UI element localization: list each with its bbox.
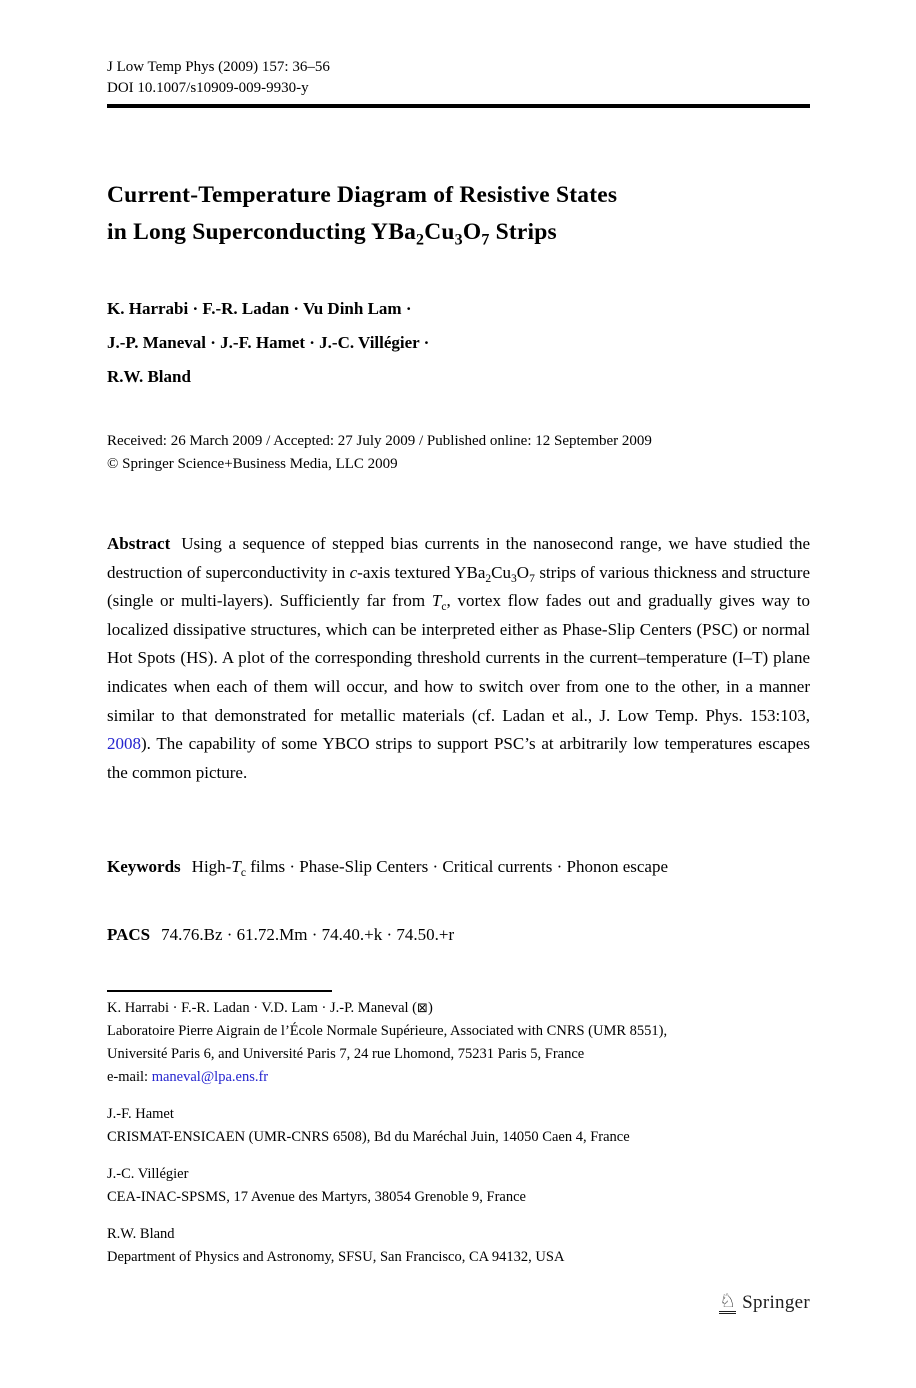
publication-history (107, 430, 810, 476)
title-line-1: Current-Temperature Diagram of Resistive States (107, 182, 618, 208)
text-segment: R.W. Bland (107, 1226, 175, 1242)
authors-line-1: K. Harrabi · F.-R. Ladan · Vu Dinh Lam · (107, 299, 412, 318)
footnote-block (107, 1103, 810, 1149)
text-segment: T (231, 857, 241, 876)
text-segment: 2 (416, 231, 425, 249)
text-segment: Using a sequence of stepped bias currents in the nanosecond range, we have studied the destruction of superconductivity in (107, 534, 810, 582)
text-segment: Cu (491, 562, 511, 582)
keywords-label: Keywords (107, 857, 181, 876)
header-rule (107, 104, 810, 108)
abstract-label: Abstract (107, 534, 171, 553)
text-segment: J.-F. Hamet (107, 1106, 174, 1122)
text-segment: e-mail: (107, 1069, 152, 1085)
text-segment: J.-C. Villégier (107, 1166, 189, 1182)
copyright-line: © Springer Science+Business Media, LLC 2009 (107, 456, 398, 472)
text-segment: c (240, 865, 246, 879)
springer-logo-text: Springer (742, 1291, 810, 1313)
footnotes-container (107, 997, 810, 1269)
text-segment: c (349, 562, 358, 582)
text-segment: CRISMAT-ENSICAEN (UMR-CNRS 6508), Bd du Maréchal Juin, 14050 Caen 4, France (107, 1129, 630, 1145)
footnote-line (107, 1186, 810, 1209)
text-segment: 3 (454, 231, 463, 249)
abstract (107, 530, 810, 787)
abstract-text (107, 534, 810, 782)
keywords-text (191, 857, 669, 879)
footnote-line (107, 1246, 810, 1269)
pacs-label: PACS (107, 925, 151, 944)
footnotes (107, 990, 810, 1283)
text-segment: O (462, 219, 482, 245)
text-segment: O (516, 562, 530, 582)
footnote-line (107, 1103, 810, 1126)
text-segment: Université Paris 6, and Université Paris 7, 24 rue Lhomond, 75231 Paris 5, France (107, 1046, 585, 1062)
text-segment: films · Phase-Slip Centers · Critical currents · Phonon escape (245, 857, 669, 876)
text-segment: 7 (529, 571, 535, 585)
text-segment: High- (191, 857, 232, 876)
text-segment: K. Harrabi · F.-R. Ladan · V.D. Lam · J.-P. Maneval ( (107, 1000, 417, 1016)
keywords (107, 853, 810, 881)
text-segment: -axis textured YBa (357, 562, 486, 582)
text-segment: Laboratoire Pierre Aigrain de l’École Normale Supérieure, Associated with CNRS (UMR 8551), (107, 1023, 668, 1039)
text-segment: in Long Superconducting YBa (107, 219, 417, 245)
springer-knight-icon: ♘ (719, 1290, 737, 1312)
pacs (107, 921, 810, 949)
pacs-text: 74.76.Bz · 61.72.Mm · 74.40.+k · 74.50.+r (161, 925, 455, 944)
footnote-line (107, 1020, 810, 1043)
text-segment: ) (427, 1000, 433, 1016)
footnote-block (107, 1163, 810, 1209)
footnote-line (107, 1043, 810, 1066)
text-segment: CEA-INAC-SPSMS, 17 Avenue des Martyrs, 38054 Grenoble 9, France (107, 1189, 526, 1205)
footnote-line (107, 1223, 810, 1246)
received-accepted-line: Received: 26 March 2009 / Accepted: 27 July 2009 / Published online: 12 September 2009 (107, 433, 652, 449)
page-content (107, 0, 810, 1388)
text-segment: Department of Physics and Astronomy, SFSU, San Francisco, CA 94132, USA (107, 1249, 565, 1265)
footnote-rule (107, 990, 332, 992)
authors-line-2: J.-P. Maneval · J.-F. Hamet · J.-C. Villégier · (107, 333, 430, 352)
footnote-line (107, 1066, 810, 1089)
text-segment: Strips (489, 219, 557, 245)
text-segment: strips of various thickness and structure (single or multi-layers). Sufficiently far from (107, 562, 810, 611)
footnote-line (107, 1163, 810, 1186)
footnote-line (107, 1126, 810, 1149)
envelope-icon: ⊠ (417, 1001, 428, 1016)
email-link[interactable]: maneval@lpa.ens.fr (151, 1069, 269, 1085)
journal-header (107, 57, 810, 99)
author-list (107, 292, 810, 394)
footnote-block (107, 1223, 810, 1269)
authors-line-3: R.W. Bland (107, 367, 191, 386)
text-segment: 7 (481, 231, 490, 249)
footnote-block (107, 997, 810, 1089)
text-segment: 2 (485, 571, 492, 585)
text-segment: c (441, 600, 447, 613)
text-segment: ). The capability of some YBCO strips to support PSC’s at arbitrarily low temperatures escapes the common picture. (107, 734, 810, 782)
text-segment: T (431, 591, 442, 611)
journal-reference: J Low Temp Phys (2009) 157: 36–56 (107, 59, 330, 75)
text-segment: , vortex flow fades out and gradually gives way to localized dissipative structures, which can be interpreted either as Phase-Slip Centers (PSC) or normal Hot Spots (HS). A plot of the corresponding threshold currents in the current–temperature (I–T) plane indicates when each of them will occur, and how to switch over from one to the other, in a manner similar to that demonstrated for metallic materials (cf. Ladan et al., J. Low Temp. Phys. 153:103, (107, 591, 810, 725)
title-line-2 (107, 214, 810, 251)
springer-logo (719, 1291, 810, 1314)
text-segment: 3 (511, 571, 517, 585)
article-title (107, 177, 810, 251)
reference-year-link[interactable]: 2008 (107, 734, 141, 754)
footnote-line (107, 997, 810, 1020)
doi: DOI 10.1007/s10909-009-9930-y (107, 80, 309, 96)
text-segment: Cu (424, 219, 455, 245)
